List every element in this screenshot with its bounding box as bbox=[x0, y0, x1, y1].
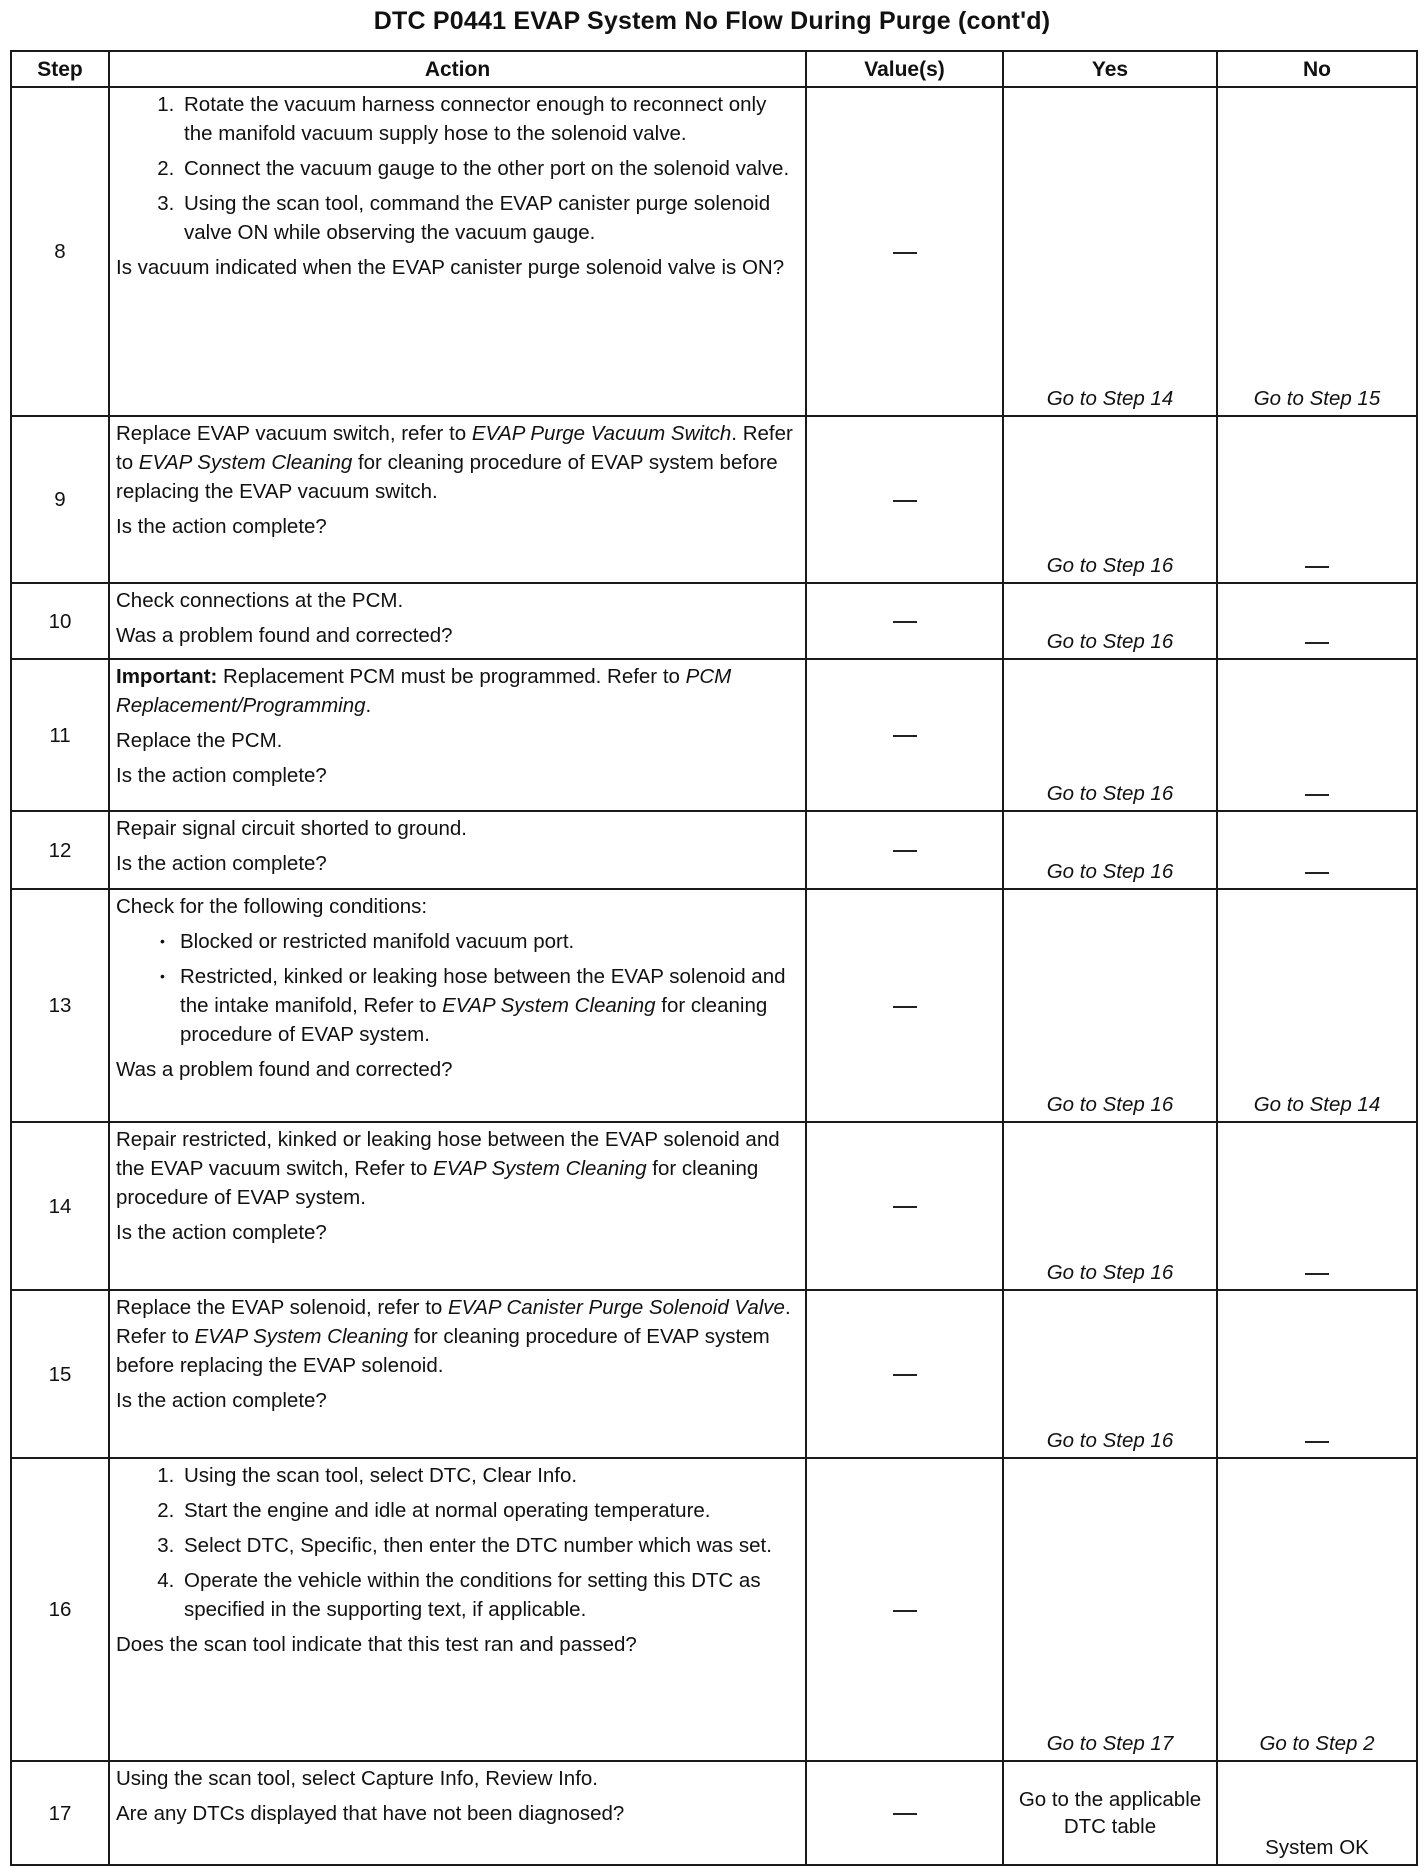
value-cell bbox=[806, 659, 1003, 811]
condition-list bbox=[116, 927, 799, 1049]
table-row bbox=[11, 1290, 1417, 1458]
question-text: Was a problem found and corrected? bbox=[116, 624, 453, 647]
question-text: Is the action complete? bbox=[116, 515, 327, 538]
question-text: Is vacuum indicated when the EVAP canister purge solenoid valve is ON? bbox=[116, 256, 785, 279]
diagnostic-table bbox=[10, 50, 1418, 1866]
value-cell bbox=[806, 889, 1003, 1122]
dash-mark bbox=[893, 1610, 917, 1612]
reference-link: EVAP System Cleaning bbox=[433, 1157, 647, 1180]
value-cell bbox=[806, 416, 1003, 583]
table-row bbox=[11, 87, 1417, 416]
no-cell bbox=[1217, 1122, 1417, 1290]
dash-mark bbox=[1305, 642, 1329, 644]
no-cell: Go to Step 15 bbox=[1217, 87, 1417, 416]
action-cell bbox=[109, 416, 806, 583]
step-number: 14 bbox=[11, 1122, 109, 1290]
list-item: 1. Rotate the vacuum harness connector enough to reconnect only the manifold vacuum supply hose to the solenoid valve. bbox=[180, 90, 799, 148]
yes-cell: Go to Step 16 bbox=[1003, 889, 1217, 1122]
dash-mark bbox=[893, 850, 917, 852]
step-number: 17 bbox=[11, 1761, 109, 1865]
no-cell bbox=[1217, 811, 1417, 889]
action-text: Repair signal circuit shorted to ground. bbox=[116, 817, 467, 840]
value-cell bbox=[806, 1290, 1003, 1458]
no-cell bbox=[1217, 416, 1417, 583]
no-cell: System OK bbox=[1217, 1761, 1417, 1865]
no-cell: Go to Step 2 bbox=[1217, 1458, 1417, 1761]
reference-link: EVAP System Cleaning bbox=[442, 994, 656, 1017]
question-text: Was a problem found and corrected? bbox=[116, 1058, 453, 1081]
dash-mark bbox=[893, 500, 917, 502]
action-cell bbox=[109, 1458, 806, 1761]
header-values: Value(s) bbox=[806, 51, 1003, 87]
step-number: 12 bbox=[11, 811, 109, 889]
important-label: Important: bbox=[116, 665, 218, 688]
reference-link: EVAP Canister Purge Solenoid Valve bbox=[448, 1296, 785, 1319]
reference-link: EVAP Purge Vacuum Switch bbox=[471, 422, 732, 445]
action-text: Replace the EVAP solenoid, refer to EVAP Canister Purge Solenoid Valve. Refer to EVAP System Cleaning for cleaning procedure of EVAP system before replacing the EVAP solenoid. bbox=[116, 1296, 791, 1377]
header-no: No bbox=[1217, 51, 1417, 87]
action-text: Replace EVAP vacuum switch, refer to EVAP Purge Vacuum Switch. Refer to EVAP System Cleaning for cleaning procedure of EVAP system before replacing the EVAP vacuum switch. bbox=[116, 422, 793, 503]
reference-link: EVAP System Cleaning bbox=[194, 1325, 409, 1348]
table-row bbox=[11, 889, 1417, 1122]
dash-mark bbox=[1305, 794, 1329, 796]
header-yes: Yes bbox=[1003, 51, 1217, 87]
action-text: Repair restricted, kinked or leaking hose between the EVAP solenoid and the EVAP vacuum switch, Refer to EVAP System Cleaning for cleaning procedure of EVAP system. bbox=[116, 1128, 780, 1209]
action-cell bbox=[109, 1290, 806, 1458]
yes-cell bbox=[1003, 1761, 1217, 1865]
list-item: 2. Connect the vacuum gauge to the other port on the solenoid valve. bbox=[180, 154, 799, 183]
list-item: 4. Operate the vehicle within the conditions for setting this DTC as specified in the supporting text, if applicable. bbox=[180, 1566, 799, 1624]
list-item: 1. Using the scan tool, select DTC, Clear Info. bbox=[180, 1461, 799, 1490]
question-text: Are any DTCs displayed that have not been diagnosed? bbox=[116, 1802, 625, 1825]
dash-mark bbox=[893, 735, 917, 737]
table-row bbox=[11, 811, 1417, 889]
list-item: 3. Select DTC, Specific, then enter the DTC number which was set. bbox=[180, 1531, 799, 1560]
step-number: 16 bbox=[11, 1458, 109, 1761]
step-number: 10 bbox=[11, 583, 109, 659]
dash-mark bbox=[893, 1813, 917, 1815]
dash-mark bbox=[893, 1206, 917, 1208]
table-row bbox=[11, 659, 1417, 811]
question-text: Is the action complete? bbox=[116, 764, 327, 787]
question-text: Does the scan tool indicate that this test ran and passed? bbox=[116, 1633, 637, 1656]
action-cell bbox=[109, 811, 806, 889]
numbered-steps bbox=[116, 90, 799, 247]
value-cell bbox=[806, 811, 1003, 889]
action-cell bbox=[109, 889, 806, 1122]
dash-mark bbox=[893, 621, 917, 623]
table-row bbox=[11, 1458, 1417, 1761]
dash-mark bbox=[1305, 1273, 1329, 1275]
table-row bbox=[11, 1761, 1417, 1865]
action-cell bbox=[109, 1761, 806, 1865]
yes-cell: Go to Step 16 bbox=[1003, 583, 1217, 659]
yes-cell: Go to Step 16 bbox=[1003, 1290, 1217, 1458]
step-number: 11 bbox=[11, 659, 109, 811]
question-text: Is the action complete? bbox=[116, 1389, 327, 1412]
yes-cell: Go to Step 17 bbox=[1003, 1458, 1217, 1761]
action-text: Check for the following conditions: bbox=[116, 895, 428, 918]
action-cell bbox=[109, 87, 806, 416]
yes-text: Go to the applicable DTC table bbox=[1018, 1788, 1202, 1838]
yes-cell: Go to Step 16 bbox=[1003, 1122, 1217, 1290]
question-text: Is the action complete? bbox=[116, 1221, 327, 1244]
header-action: Action bbox=[109, 51, 806, 87]
dash-mark bbox=[1305, 872, 1329, 874]
action-cell bbox=[109, 1122, 806, 1290]
reference-link: EVAP System Cleaning bbox=[138, 451, 353, 474]
table-row bbox=[11, 416, 1417, 583]
action-text: Check connections at the PCM. bbox=[116, 589, 404, 612]
step-number: 13 bbox=[11, 889, 109, 1122]
step-number: 8 bbox=[11, 87, 109, 416]
no-cell bbox=[1217, 659, 1417, 811]
table-row bbox=[11, 1122, 1417, 1290]
no-cell bbox=[1217, 1290, 1417, 1458]
dash-mark bbox=[893, 1374, 917, 1376]
important-note: Important: Replacement PCM must be programmed. Refer to PCM Replacement/Programming. bbox=[116, 665, 732, 717]
page-title: DTC P0441 EVAP System No Flow During Purge (cont'd) bbox=[373, 7, 1051, 35]
yes-cell: Go to Step 16 bbox=[1003, 811, 1217, 889]
no-cell: Go to Step 14 bbox=[1217, 889, 1417, 1122]
value-cell bbox=[806, 1122, 1003, 1290]
step-number: 9 bbox=[11, 416, 109, 583]
action-text: Replace the PCM. bbox=[116, 729, 283, 752]
yes-cell: Go to Step 14 bbox=[1003, 87, 1217, 416]
list-item: 2. Start the engine and idle at normal operating temperature. bbox=[180, 1496, 799, 1525]
list-item: • Blocked or restricted manifold vacuum port. bbox=[180, 927, 799, 956]
header-step: Step bbox=[11, 51, 109, 87]
step-number: 15 bbox=[11, 1290, 109, 1458]
question-text: Is the action complete? bbox=[116, 852, 327, 875]
yes-cell: Go to Step 16 bbox=[1003, 659, 1217, 811]
dash-mark bbox=[1305, 1441, 1329, 1443]
reference-link: PCM Replacement/Programming bbox=[116, 665, 732, 717]
action-cell bbox=[109, 659, 806, 811]
list-item: • Restricted, kinked or leaking hose between the EVAP solenoid and the intake manifold, Refer to EVAP System Cleaning for cleaning procedure of EVAP system. bbox=[180, 962, 799, 1049]
list-item: 3. Using the scan tool, command the EVAP canister purge solenoid valve ON while observing the vacuum gauge. bbox=[180, 189, 799, 247]
yes-cell: Go to Step 16 bbox=[1003, 416, 1217, 583]
numbered-steps bbox=[116, 1461, 799, 1624]
no-cell bbox=[1217, 583, 1417, 659]
value-cell bbox=[806, 1761, 1003, 1865]
action-text: Using the scan tool, select Capture Info, Review Info. bbox=[116, 1767, 599, 1790]
table-header-row bbox=[11, 51, 1417, 87]
value-cell bbox=[806, 1458, 1003, 1761]
action-cell bbox=[109, 583, 806, 659]
value-cell bbox=[806, 87, 1003, 416]
table-row bbox=[11, 583, 1417, 659]
dash-mark bbox=[893, 1006, 917, 1008]
dash-mark bbox=[1305, 566, 1329, 568]
dash-mark bbox=[893, 252, 917, 254]
value-cell bbox=[806, 583, 1003, 659]
